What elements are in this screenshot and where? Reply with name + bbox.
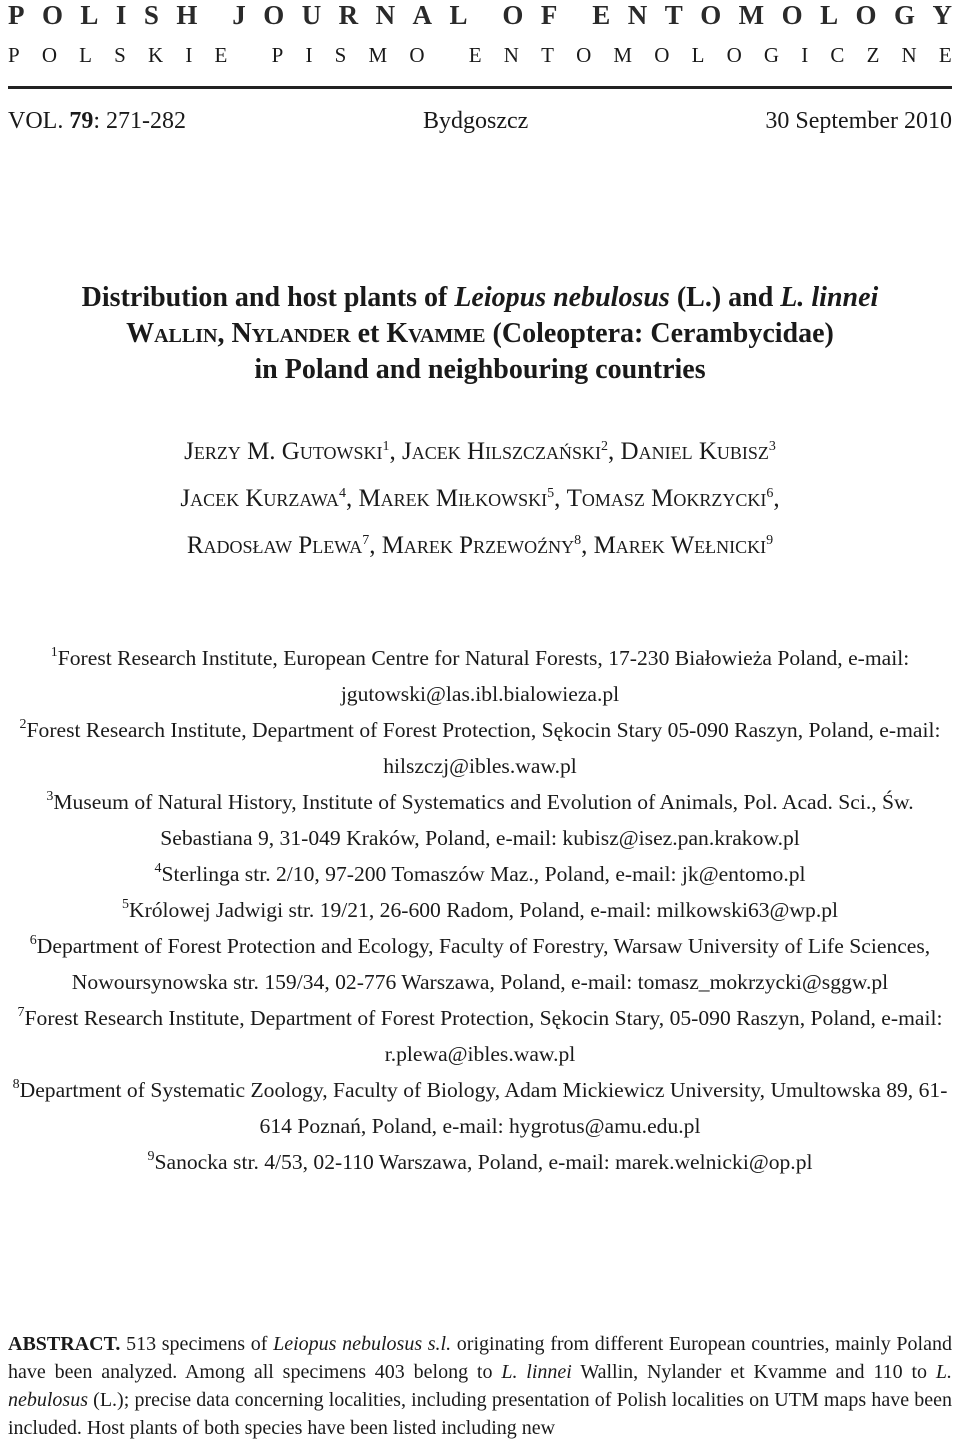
journal-name-english xyxy=(8,0,952,30)
author-name: Tomasz Mokrzycki xyxy=(566,485,767,512)
journal-letter: E xyxy=(592,0,611,30)
affiliation-number: 6 xyxy=(29,933,37,948)
journal-letter: O xyxy=(855,0,877,30)
author-affiliation-number: 9 xyxy=(766,533,774,548)
author-separator: , xyxy=(554,485,567,512)
journal-letter: P xyxy=(8,43,20,67)
journal-letter: N xyxy=(375,0,396,30)
author-line xyxy=(0,522,960,569)
journal-letter: S xyxy=(143,0,159,30)
title-line-3: in Poland and neighbouring countries xyxy=(254,354,706,385)
journal-letter: M xyxy=(613,43,633,67)
author-separator: , xyxy=(581,532,594,559)
author-name: Jerzy M. Gutowski xyxy=(184,438,383,465)
journal-letter: E xyxy=(938,43,952,67)
author-name: Marek Miłkowski xyxy=(358,485,548,512)
affiliation-text: Królowej Jadwigi str. 19/21, 26-600 Radom, Poland, e-mail: milkowski63@wp.pl xyxy=(128,898,839,922)
publication-date: 30 September 2010 xyxy=(765,108,952,134)
journal-letter: G xyxy=(763,43,780,67)
affiliation-number: 5 xyxy=(121,897,129,912)
journal-letter: L xyxy=(820,0,839,30)
author xyxy=(187,532,382,559)
journal-letter: E xyxy=(214,43,228,67)
journal-letter: O xyxy=(409,43,425,67)
journal-letter: G xyxy=(894,0,916,30)
journal-letter: P xyxy=(8,0,25,30)
journal-letter: N xyxy=(627,0,648,30)
affiliation-text: Museum of Natural History, Institute of Systematics and Evolution of Animals, Pol. Acad. Sci., Św. Sebastiana 9, 31-049 Kraków, Poland, e-mail: kubisz@isez.pan.krakow.pl xyxy=(53,790,914,850)
journal-letter: T xyxy=(541,43,554,67)
journal-letter: L xyxy=(80,0,99,30)
author-name: Jacek Kurzawa xyxy=(180,485,339,512)
affiliation-text: Forest Research Institute, Department of Forest Protection, Sękocin Stary 05-090 Raszyn, Poland, e-mail: hilszczj@ibles.waw.pl xyxy=(26,718,941,778)
affiliation-item xyxy=(6,1144,954,1180)
journal-letter: M xyxy=(368,43,388,67)
affiliation-number: 1 xyxy=(50,645,58,660)
volume-pages: VOL. 79: 271-282 xyxy=(8,108,186,134)
journal-letter: O xyxy=(700,0,722,30)
author-name: Marek Przewoźny xyxy=(381,532,575,559)
journal-letter: I xyxy=(115,0,127,30)
journal-letter: N xyxy=(901,43,917,67)
author-separator: , xyxy=(389,438,403,465)
volume-number: 79 xyxy=(69,108,94,134)
journal-letter: O xyxy=(654,43,670,67)
journal-letter: M xyxy=(738,0,765,30)
journal-letter: O xyxy=(41,43,58,67)
publication-city: Bydgoszcz xyxy=(423,108,529,134)
page-range: : 271-282 xyxy=(93,108,186,134)
author-list xyxy=(0,428,960,569)
journal-letter: L xyxy=(449,0,468,30)
affiliation-number: 4 xyxy=(154,861,162,876)
author-affiliation-number: 6 xyxy=(766,486,774,501)
affiliation-text: Sanocka str. 4/53, 02-110 Warszawa, Poland, e-mail: marek.welnicki@op.pl xyxy=(154,1150,813,1174)
article-title xyxy=(0,280,960,388)
journal-letter: O xyxy=(726,43,742,67)
journal-letter: I xyxy=(185,43,193,67)
journal-letter: I xyxy=(305,43,313,67)
author-separator: , xyxy=(608,438,621,465)
author-line xyxy=(0,428,960,475)
title-line-2: Wallin, Nylander et Kvamme (Coleoptera: Cerambycidae) xyxy=(126,318,834,349)
author-affiliation-number: 4 xyxy=(338,486,346,501)
author-line xyxy=(0,475,960,522)
affiliation-item xyxy=(6,928,954,1000)
journal-letter: O xyxy=(576,43,592,67)
affiliation-number: 2 xyxy=(19,717,27,732)
author-name: Jacek Hilszczański xyxy=(402,438,602,465)
affiliation-text: Sterlinga str. 2/10, 97-200 Tomaszów Maz., Poland, e-mail: jk@entomo.pl xyxy=(161,862,806,886)
affiliation-number: 9 xyxy=(147,1149,155,1164)
author-separator: , xyxy=(345,485,359,512)
affiliation-item xyxy=(6,856,954,892)
author xyxy=(402,438,621,465)
header-rule xyxy=(8,86,952,89)
author-separator: , xyxy=(369,532,382,559)
journal-letter: O xyxy=(781,0,803,30)
journal-letter: C xyxy=(830,43,845,67)
author-affiliation-number: 3 xyxy=(768,439,776,454)
affiliation-item xyxy=(6,892,954,928)
journal-letter: E xyxy=(468,43,482,67)
author-separator: , xyxy=(773,485,780,512)
journal-letter: J xyxy=(232,0,246,30)
affiliation-number: 7 xyxy=(17,1005,25,1020)
journal-letter: L xyxy=(691,43,705,67)
journal-letter: P xyxy=(271,43,284,67)
author-name: Radosław Plewa xyxy=(186,532,363,559)
issue-info xyxy=(8,106,952,136)
author xyxy=(567,485,780,512)
journal-letter: Y xyxy=(932,0,952,30)
affiliation-number: 8 xyxy=(12,1077,20,1092)
affiliation-item xyxy=(6,640,954,712)
author-affiliation-number: 5 xyxy=(547,486,555,501)
author-affiliation-number: 7 xyxy=(362,533,370,548)
journal-letter: S xyxy=(114,43,126,67)
journal-letter: O xyxy=(263,0,285,30)
author xyxy=(358,485,566,512)
affiliation-item xyxy=(6,1000,954,1072)
author-affiliation-number: 2 xyxy=(601,439,609,454)
author xyxy=(594,532,774,559)
author xyxy=(184,438,402,465)
journal-letter: S xyxy=(334,43,347,67)
journal-letter: N xyxy=(503,43,519,67)
journal-letter: I xyxy=(801,43,809,67)
journal-letter: A xyxy=(412,0,433,30)
abstract-label: ABSTRACT. xyxy=(8,1333,121,1355)
author-affiliation-number: 1 xyxy=(382,439,390,454)
affiliation-text: Forest Research Institute, European Centre for Natural Forests, 17-230 Białowieża Poland, e-mail: jgutowski@las.ibl.bialowieza.pl xyxy=(57,646,910,706)
affiliation-number: 3 xyxy=(46,789,54,804)
affiliation-item xyxy=(6,1072,954,1144)
affiliation-item xyxy=(6,784,954,856)
affiliation-text: Department of Forest Protection and Ecology, Faculty of Forestry, Warsaw University of Life Sciences, Nowoursynowska str. 159/34, 02-776 Warszawa, Poland, e-mail: tomasz_mokrzycki@sggw.pl xyxy=(36,934,931,994)
journal-letter: O xyxy=(502,0,524,30)
journal-letter: K xyxy=(148,43,164,67)
author xyxy=(621,438,776,465)
journal-letter: U xyxy=(301,0,322,30)
affiliation-list xyxy=(6,640,954,1180)
author xyxy=(382,532,594,559)
author-name: Marek Wełnicki xyxy=(593,532,767,559)
journal-letter: F xyxy=(540,0,558,30)
journal-letter: O xyxy=(41,0,63,30)
journal-letter: T xyxy=(664,0,683,30)
title-line-1: Distribution and host plants of Leiopus nebulosus (L.) and L. linnei xyxy=(81,282,879,313)
journal-letter: R xyxy=(338,0,359,30)
abstract: ABSTRACT. 513 specimens of Leiopus nebulosus s.l. originating from different European countries, mainly Poland have been analyzed. Among all specimens 403 belong to L. linnei Wallin, Nylander et Kvamme and 110 to L. nebulosus (L.); precise data concerning localities, including presentation of Polish localities on UTM maps have been included. Host plants of both species have been listed including new xyxy=(8,1333,953,1439)
journal-letter: H xyxy=(176,0,198,30)
journal-name-polish xyxy=(8,42,952,68)
affiliation-text: Forest Research Institute, Department of Forest Protection, Sękocin Stary, 05-090 Raszyn, Poland, e-mail: r.plewa@ibles.waw.pl xyxy=(24,1006,943,1066)
author xyxy=(180,485,358,512)
journal-letter: L xyxy=(79,43,92,67)
author-affiliation-number: 8 xyxy=(574,533,582,548)
affiliation-item xyxy=(6,712,954,784)
author-name: Daniel Kubisz xyxy=(620,438,769,465)
journal-letter: Z xyxy=(866,43,880,67)
affiliation-text: Department of Systematic Zoology, Faculty of Biology, Adam Mickiewicz University, Umultowska 89, 61-614 Poznań, Poland, e-mail: hygrotus@amu.edu.pl xyxy=(19,1078,948,1138)
